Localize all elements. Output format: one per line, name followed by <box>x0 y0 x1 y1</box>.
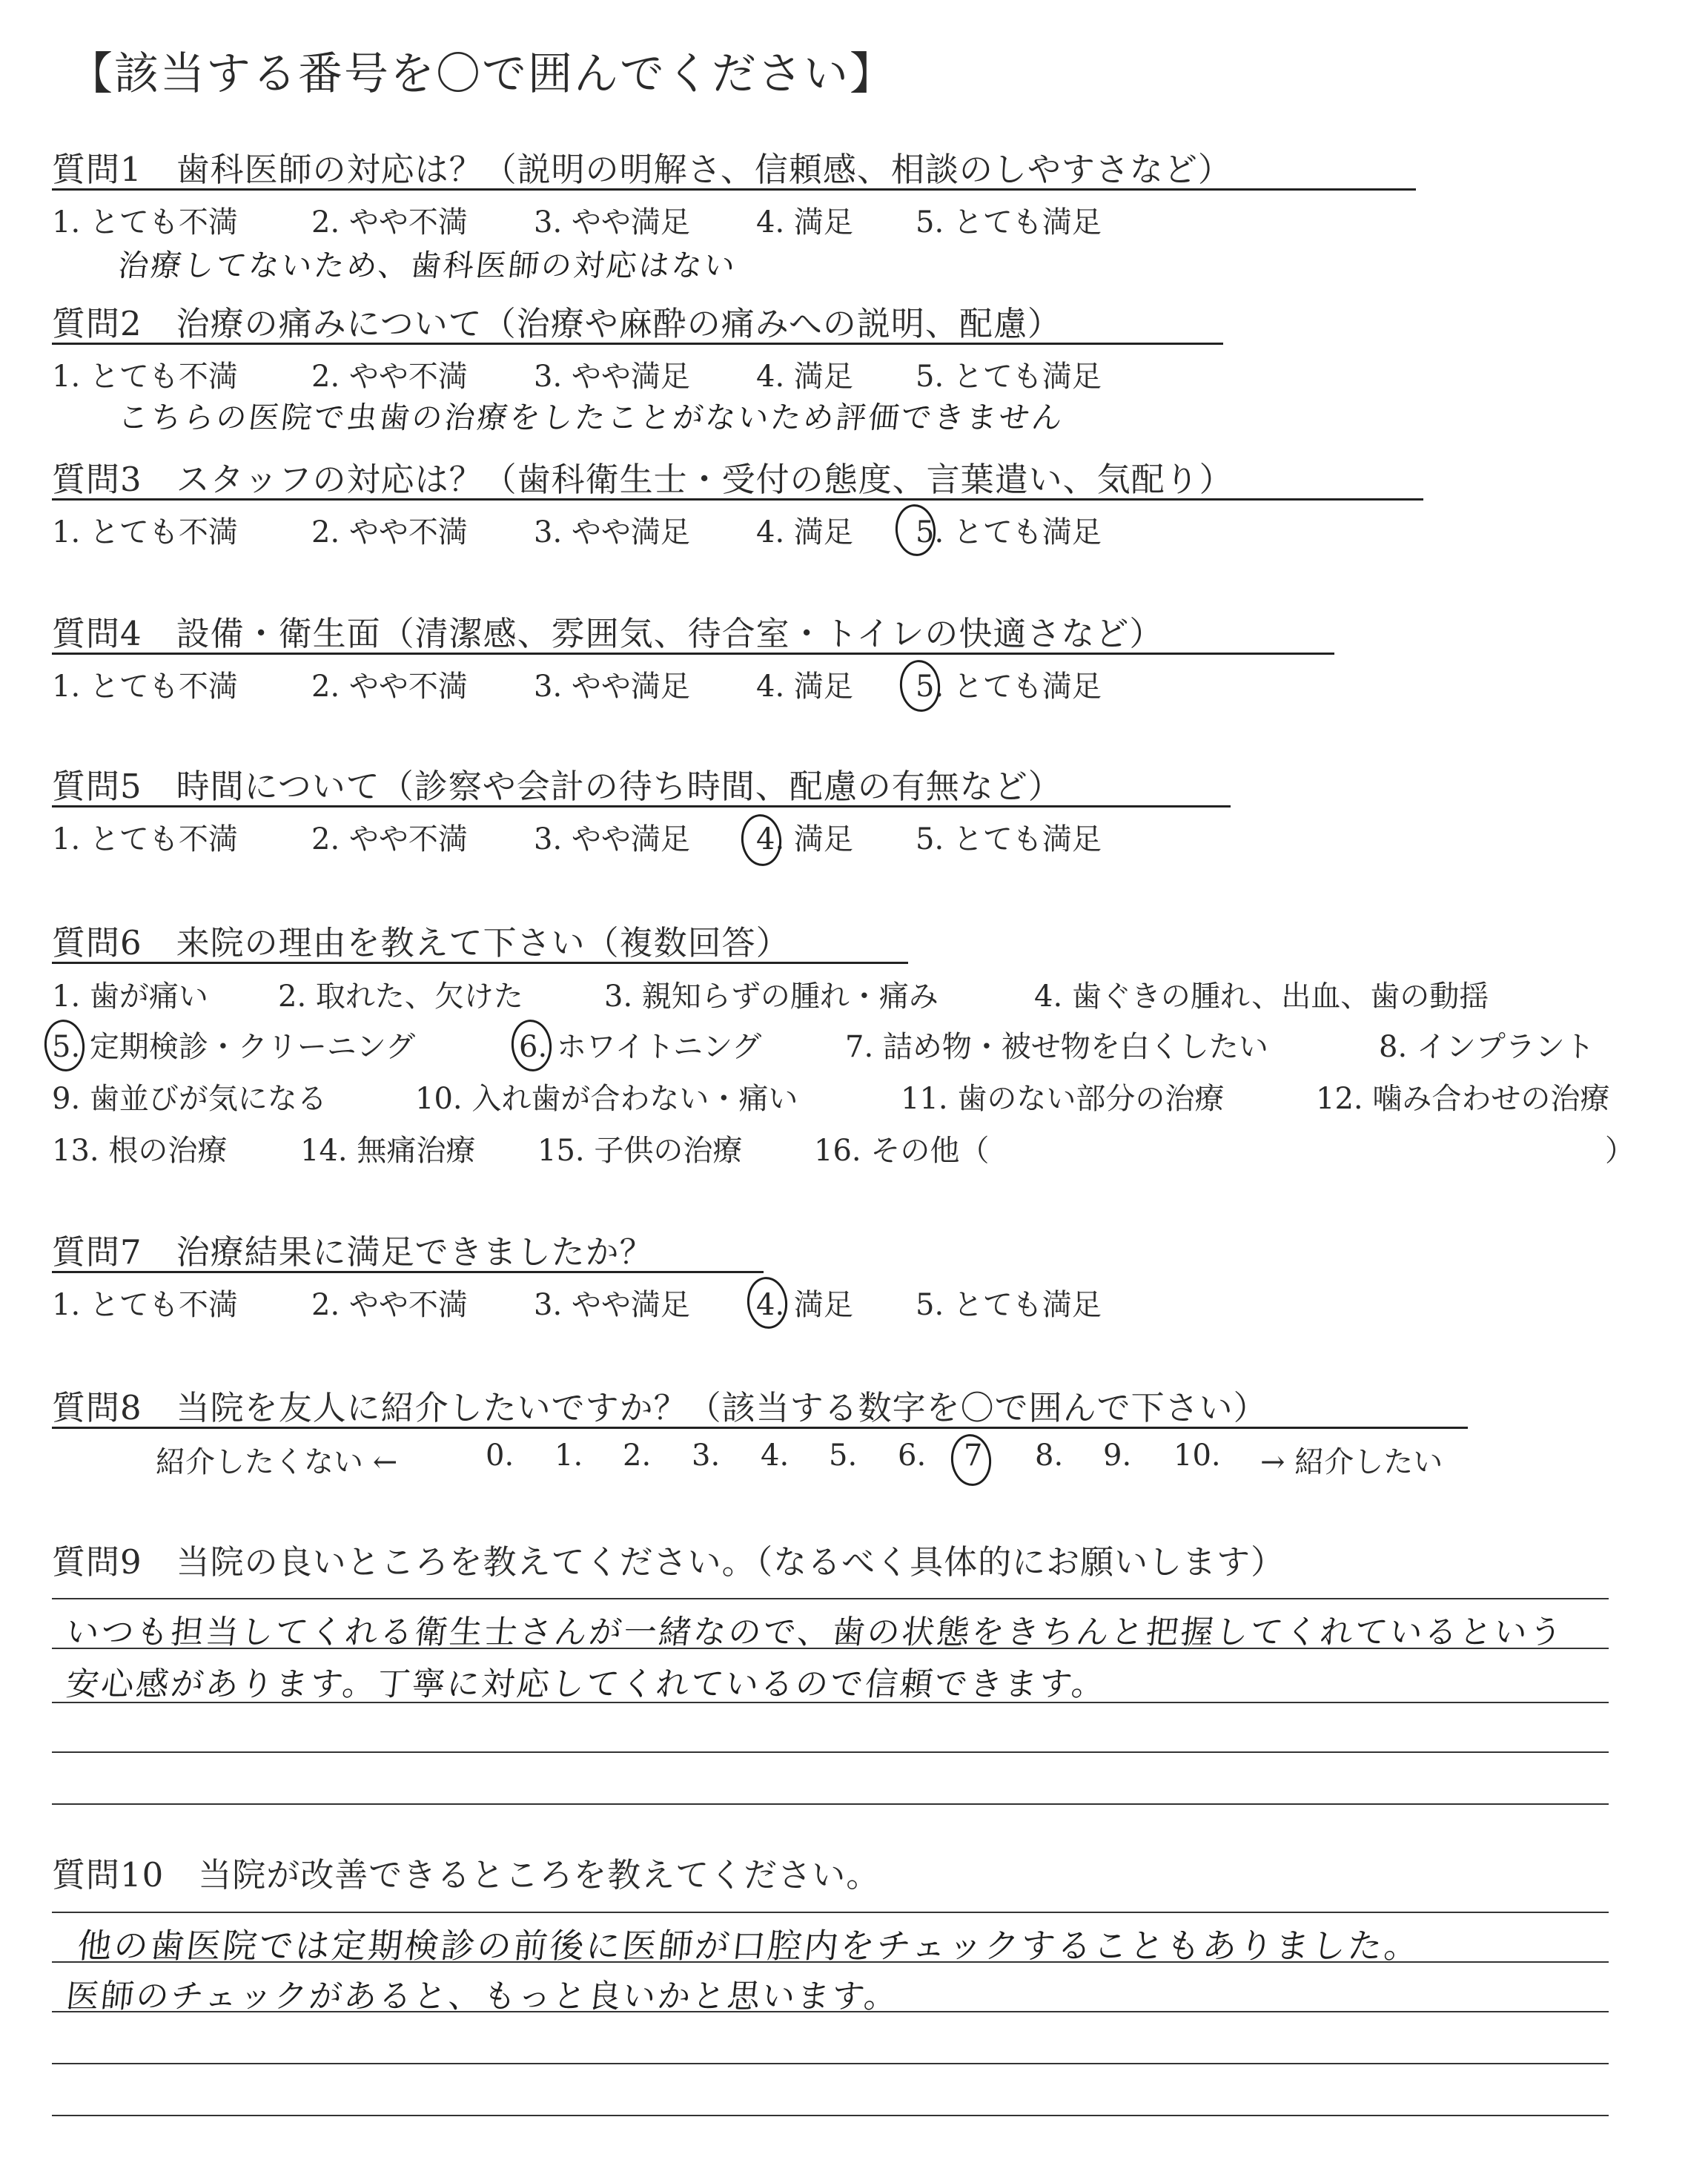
page-title: 【該当する番号を〇で囲んでください】 <box>68 48 896 100</box>
q1-option-5[interactable]: 5. とても満足 <box>916 205 1102 240</box>
q6-reason-14[interactable]: 14. 無痛治療 <box>300 1134 476 1168</box>
q10-answer-line-5 <box>52 2115 1609 2116</box>
question-2-underline <box>52 343 1223 345</box>
q1-option-1[interactable]: 1. とても不満 <box>52 205 238 240</box>
q4-option-4[interactable]: 4. 満足 <box>756 670 853 704</box>
q9-handwritten-answer-1: いつも担当してくれる衛生士さんが一緒なので、歯の状態をきちんと把握してくれているという <box>64 1614 1566 1651</box>
q9-handwritten-answer-2: 安心感があります。丁寧に対応してくれているので信頼できます。 <box>64 1665 1109 1703</box>
question-5-title: 質問5 時間について（診察や会計の待ち時間、配慮の有無など） <box>52 767 1062 806</box>
q7-option-3[interactable]: 3. やや満足 <box>534 1288 690 1322</box>
question-3-underline <box>52 498 1423 501</box>
q8-selection-circle <box>948 1432 993 1487</box>
question-3-title: 質問3 スタッフの対応は？（歯科衛生士・受付の態度、言葉遣い、気配り） <box>52 460 1234 499</box>
q8-score-1[interactable]: 1. <box>555 1439 583 1473</box>
q6-reason-13[interactable]: 13. 根の治療 <box>52 1134 228 1168</box>
question-1-title: 質問1 歯科医師の対応は？（説明の明解さ、信頼感、相談のしやすさなど） <box>52 150 1232 189</box>
q8-score-10[interactable]: 10. <box>1174 1439 1221 1473</box>
question-7-underline <box>52 1271 764 1273</box>
q8-score-4[interactable]: 4. <box>761 1439 790 1473</box>
q2-option-5[interactable]: 5. とても満足 <box>916 360 1102 394</box>
q9-answer-line-1 <box>52 1598 1609 1599</box>
q6-reason-12[interactable]: 12. 噛み合わせの治療 <box>1316 1082 1610 1116</box>
q7-option-4[interactable]: 4. 満足 <box>756 1288 853 1322</box>
q3-option-5[interactable]: 5. とても満足 <box>916 515 1102 549</box>
question-5-underline <box>52 805 1231 807</box>
q5-option-3[interactable]: 3. やや満足 <box>534 822 690 856</box>
q2-option-4[interactable]: 4. 満足 <box>756 360 853 394</box>
q8-score-5[interactable]: 5. <box>829 1439 858 1473</box>
question-9-title: 質問9 当院の良いところを教えてください。（なるべく具体的にお願いします） <box>52 1542 1285 1582</box>
question-6-title: 質問6 来院の理由を教えて下さい（複数回答） <box>52 923 790 962</box>
q6-reason-9[interactable]: 9. 歯並びが気になる <box>52 1082 327 1116</box>
q8-score-7[interactable]: 7 <box>964 1439 983 1473</box>
q2-option-3[interactable]: 3. やや満足 <box>534 360 690 394</box>
q2-option-1[interactable]: 1. とても不満 <box>52 360 238 394</box>
q6-reason-5[interactable]: 5. 定期検診・クリーニング <box>52 1030 416 1064</box>
q1-option-4[interactable]: 4. 満足 <box>756 205 853 240</box>
q6-reason-6[interactable]: 6. ホワイトニング <box>519 1030 762 1064</box>
q6-reason-4[interactable]: 4. 歯ぐきの腫れ、出血、歯の動揺 <box>1034 980 1489 1014</box>
q6-reason-7[interactable]: 7. 詰め物・被せ物を白くしたい <box>845 1030 1268 1064</box>
q1-option-3[interactable]: 3. やや満足 <box>534 205 690 240</box>
q6-reason-15[interactable]: 15. 子供の治療 <box>537 1134 743 1168</box>
q3-option-4[interactable]: 4. 満足 <box>756 515 853 549</box>
q4-option-3[interactable]: 3. やや満足 <box>534 670 690 704</box>
q2-handwritten-note: こちらの医院で虫歯の治療をしたことがないため評価できません <box>116 400 1067 435</box>
q2-option-2[interactable]: 2. やや不満 <box>311 360 468 394</box>
q5-option-1[interactable]: 1. とても不満 <box>52 822 238 856</box>
q6-reason-8[interactable]: 8. インプラント <box>1379 1030 1595 1064</box>
q8-score-6[interactable]: 6. <box>898 1439 927 1473</box>
q3-option-1[interactable]: 1. とても不満 <box>52 515 238 549</box>
q8-scale-left-label: 紹介したくない ← <box>156 1445 398 1479</box>
q5-option-5[interactable]: 5. とても満足 <box>916 822 1102 856</box>
q7-option-5[interactable]: 5. とても満足 <box>916 1288 1102 1322</box>
q3-option-2[interactable]: 2. やや不満 <box>311 515 468 549</box>
question-4-title: 質問4 設備・衛生面（清潔感、雰囲気、待合室・トイレの快適さなど） <box>52 614 1164 653</box>
q10-handwritten-answer-2: 医師のチェックがあると、もっと良いかと思います。 <box>64 1978 901 2015</box>
q4-option-2[interactable]: 2. やや不満 <box>311 670 468 704</box>
q1-handwritten-note: 治療してないため、歯科医師の対応はない <box>116 248 739 283</box>
question-6-underline <box>52 962 908 964</box>
q4-option-5[interactable]: 5. とても満足 <box>916 670 1102 704</box>
question-8-title: 質問8 当院を友人に紹介したいですか？（該当する数字を〇で囲んで下さい） <box>52 1388 1268 1427</box>
q6-reason-10[interactable]: 10. 入れ歯が合わない・痛い <box>415 1082 798 1116</box>
q10-answer-line-4 <box>52 2063 1609 2064</box>
q8-score-3[interactable]: 3. <box>692 1439 721 1473</box>
q10-handwritten-answer-1: 他の歯医院では定期検診の前後に医師が口腔内をチェックすることもありました。 <box>75 1926 1423 1966</box>
q8-score-0[interactable]: 0. <box>486 1439 514 1473</box>
q1-option-2[interactable]: 2. やや不満 <box>311 205 468 240</box>
q7-option-1[interactable]: 1. とても不満 <box>52 1288 238 1322</box>
question-7-title: 質問7 治療結果に満足できましたか？ <box>52 1232 654 1272</box>
q8-scale-right-label: → 紹介したい <box>1260 1445 1443 1479</box>
q8-score-9[interactable]: 9. <box>1103 1439 1132 1473</box>
question-8-underline <box>52 1427 1468 1429</box>
q6-reason-2[interactable]: 2. 取れた、欠けた <box>278 980 523 1014</box>
question-2-title: 質問2 治療の痛みについて（治療や麻酔の痛みへの説明、配慮） <box>52 304 1062 343</box>
q9-answer-line-4 <box>52 1751 1609 1753</box>
q6-reason-16-close: ） <box>1605 1134 1635 1168</box>
question-1-underline <box>52 188 1416 191</box>
q4-option-1[interactable]: 1. とても不満 <box>52 670 238 704</box>
q3-option-3[interactable]: 3. やや満足 <box>534 515 690 549</box>
q6-reason-3[interactable]: 3. 親知らずの腫れ・痛み <box>604 980 939 1014</box>
q5-option-4[interactable]: 4. 満足 <box>756 822 853 856</box>
q6-reason-1[interactable]: 1. 歯が痛い <box>52 980 208 1014</box>
question-10-title: 質問10 当院が改善できるところを教えてください。 <box>52 1855 881 1895</box>
q8-score-8[interactable]: 8. <box>1035 1439 1064 1473</box>
question-4-underline <box>52 653 1334 655</box>
q10-answer-line-1 <box>52 1912 1609 1913</box>
q5-option-2[interactable]: 2. やや不満 <box>311 822 468 856</box>
q8-score-2[interactable]: 2. <box>623 1439 652 1473</box>
q6-reason-11[interactable]: 11. 歯のない部分の治療 <box>901 1082 1225 1116</box>
q9-answer-line-5 <box>52 1803 1609 1805</box>
q7-option-2[interactable]: 2. やや不満 <box>311 1288 468 1322</box>
q6-reason-16[interactable]: 16. その他（ <box>814 1134 990 1168</box>
